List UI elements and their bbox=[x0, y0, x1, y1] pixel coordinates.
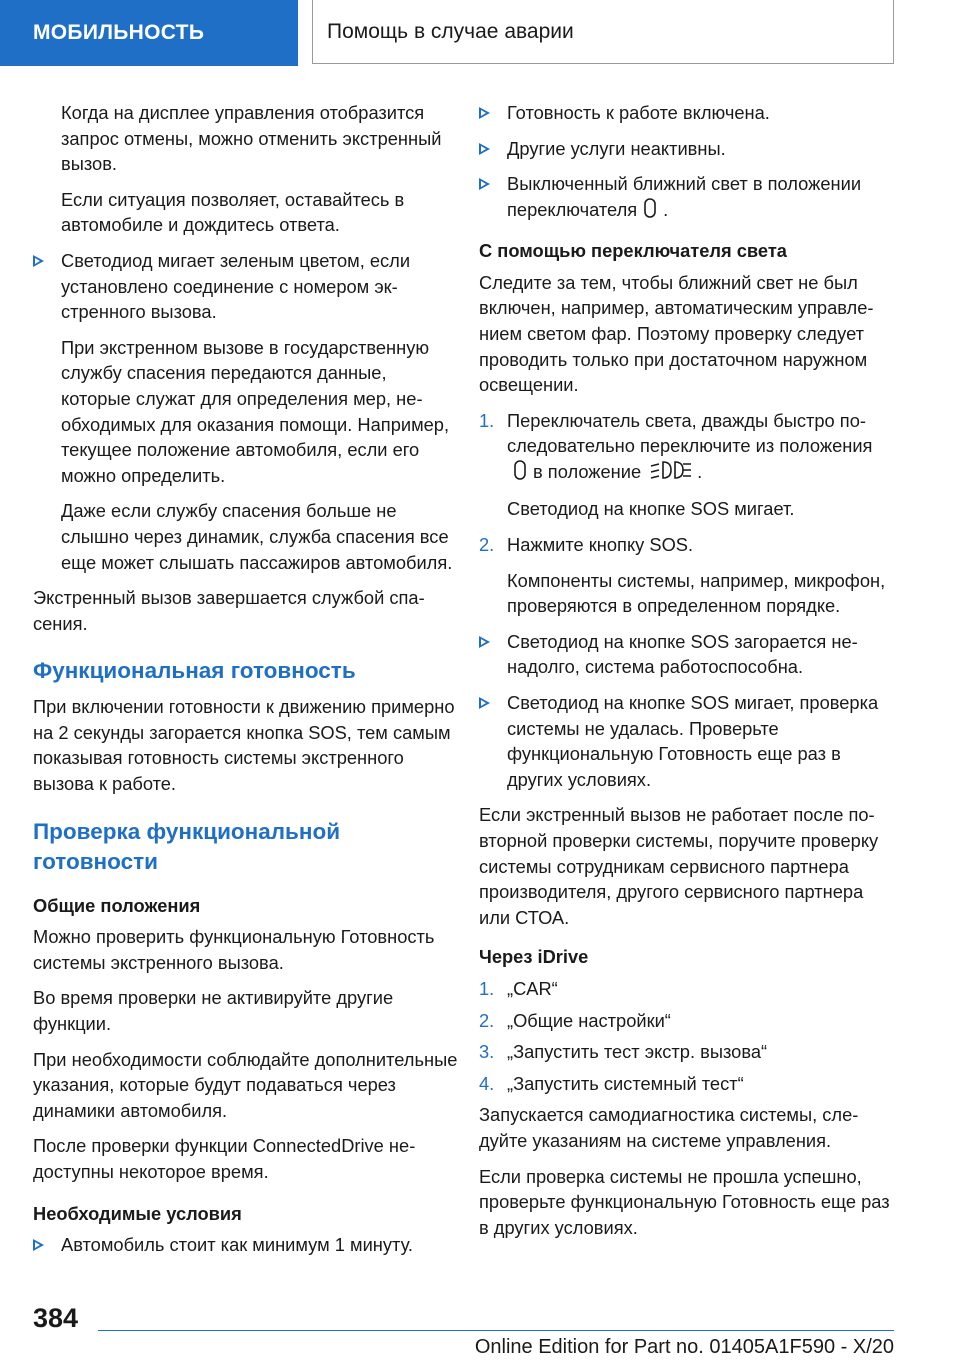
paragraph: Можно проверить функциональную Готовность системы экстренного вызова. bbox=[33, 926, 435, 973]
right-column bbox=[479, 100, 897, 1250]
bullet-triangle-icon bbox=[479, 697, 490, 709]
bullet-triangle-icon bbox=[479, 636, 490, 648]
paragraph: При необходимости соблюдайте дополнительные указания, которые будут подаваться через динамики автомобиля. bbox=[33, 1048, 458, 1121]
paragraph: Если ситуация позволяет, оставайтесь в автомобиле и дождитесь ответа. bbox=[61, 188, 405, 236]
paragraph: Экстренный вызов завершается службой спасения. bbox=[33, 587, 425, 634]
paragraph: Следите за тем, чтобы ближний свет не был включен, например, автоматическим управлением светом фар. Поэтому проверку следует проводить только при достаточном наружном освещении. bbox=[479, 271, 874, 396]
paragraph: Запускается самодиагностика системы, следуйте указаниям на системе управления. bbox=[479, 1104, 859, 1151]
paragraph: Компоненты системы, например, микрофон, проверяются в определенном порядке. bbox=[507, 569, 886, 617]
paragraph: Во время проверки не активируйте другие функции. bbox=[33, 987, 394, 1035]
paragraph: Если проверка системы не прошла успешно, проверьте функциональную Готовность еще раз в других условиях. bbox=[479, 1165, 890, 1238]
step-item: 1. Переключатель света, дважды быстро последовательно переключите из положенияв положение . bbox=[479, 408, 897, 487]
left-column bbox=[33, 100, 458, 1268]
bullet-item: Светодиод мигает зеленым цветом, если установлено соединение с номером экстренного вызова. bbox=[33, 248, 458, 325]
bullet-triangle-icon bbox=[33, 1239, 44, 1251]
light-switch-off-icon bbox=[513, 460, 527, 487]
heading-readiness-check: Проверка функциональной готовности bbox=[33, 818, 341, 874]
bullet-item: Автомобиль стоит как минимум 1 минуту. bbox=[33, 1232, 458, 1258]
bullet-triangle-icon bbox=[479, 178, 490, 190]
bullet-triangle-icon bbox=[479, 107, 490, 119]
heading-general: Общие положения bbox=[33, 894, 201, 916]
step-item: 2. „Общие настройки“ bbox=[479, 1009, 671, 1031]
section-tab: МОБИЛЬНОСТЬ bbox=[0, 0, 298, 66]
heading-requirements: Необходимые условия bbox=[33, 1202, 242, 1224]
footer-divider bbox=[98, 1330, 894, 1331]
paragraph: При экстренном вызове в государственную службу спасения передаются данные, которые служат для определения мер, необходимых для оказания помощи. Например, текущее положение автомобиля, если его можно определить. bbox=[61, 336, 450, 486]
page-number: 384 bbox=[33, 1303, 79, 1333]
chapter-title: Помощь в случае аварии bbox=[312, 0, 894, 64]
paragraph: Светодиод на кнопке SOS мигает. bbox=[507, 498, 795, 520]
light-switch-off-icon bbox=[643, 198, 657, 225]
bullet-triangle-icon bbox=[479, 143, 490, 155]
step-item: 1. „CAR“ bbox=[479, 977, 558, 999]
paragraph: Если экстренный вызов не работает после повторной проверки системы, поручите проверку системы сотрудникам сервисного партнера производителя, другого сервисного партнера или СТОА. bbox=[479, 804, 879, 928]
heading-idrive: Через iDrive bbox=[479, 946, 589, 968]
bullet-item: Светодиод на кнопке SOS мигает, проверка системы не удалась. Проверьте функциональную Готовность еще раз в других условиях. bbox=[479, 690, 897, 792]
bullet-item: Готовность к работе включена. bbox=[479, 100, 897, 126]
heading-functional-readiness: Функциональная готовность bbox=[33, 658, 356, 684]
step-item: 2. Нажмите кнопку SOS. bbox=[479, 534, 694, 556]
bullet-item: Другие услуги неактивны. bbox=[479, 136, 897, 162]
bullet-item: Светодиод на кнопке SOS загорается ненадолго, система работоспособна. bbox=[479, 629, 897, 680]
edition-note: Online Edition for Part no. 01405A1F590 - X/20 bbox=[474, 1336, 894, 1358]
bullet-triangle-icon bbox=[33, 255, 44, 267]
step-item: 4. „Запустить системный тест“ bbox=[479, 1072, 744, 1094]
paragraph: После проверки функции ConnectedDrive недоступны некоторое время. bbox=[33, 1135, 416, 1182]
low-beam-icon bbox=[647, 460, 691, 487]
step-item: 3. „Запустить тест экстр. вызова“ bbox=[479, 1041, 768, 1063]
paragraph: Даже если службу спасения больше не слышно через динамик, служба спасения все еще может слышать пассажиров автомобиля. bbox=[61, 500, 453, 573]
paragraph: При включении готовности к движению примерно на 2 секунды загорается кнопка SOS, тем самым показывая готовность системы экстренного вызова к работе. bbox=[33, 696, 455, 795]
paragraph: Когда на дисплее управления отобразится запрос отмены, можно отменить экстренный вызов. bbox=[61, 102, 442, 175]
bullet-item: Выключенный ближний свет в положении переключателя . bbox=[479, 171, 897, 224]
heading-light-switch: С помощью переключателя света bbox=[479, 240, 787, 262]
